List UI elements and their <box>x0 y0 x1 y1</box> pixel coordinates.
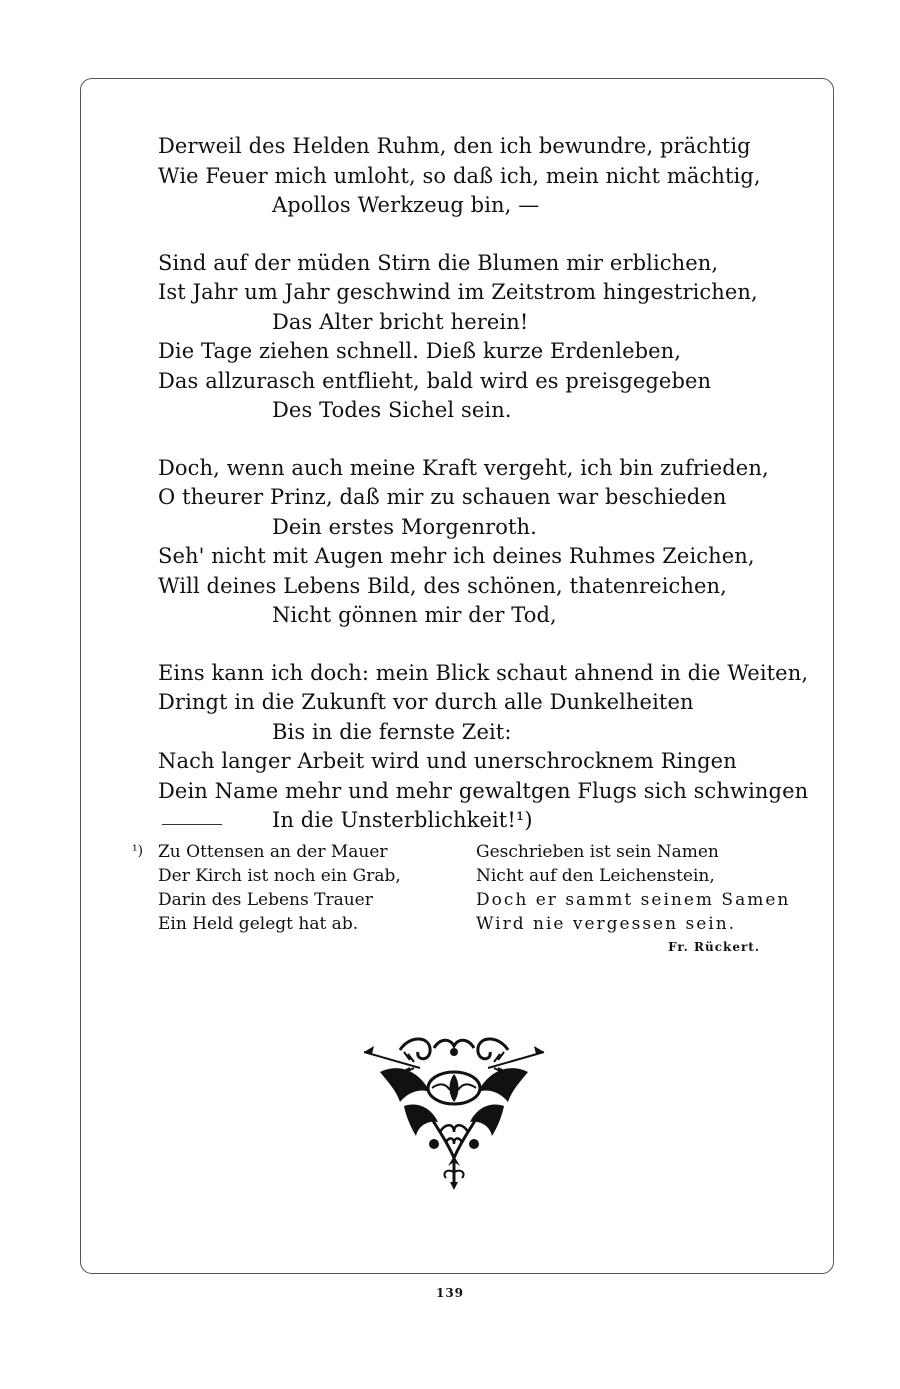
poem-line: Doch, wenn auch meine Kraft vergeht, ich bin zufrieden, <box>158 455 769 480</box>
poem <box>158 132 809 864</box>
poem-line: Des Todes Sichel sein. <box>272 398 512 422</box>
footnote-line: Doch er sammt seinem Samen <box>476 890 791 910</box>
poem-line: Sind auf der müden Stirn die Blumen mir erblichen, <box>158 250 719 275</box>
poem-line: O theurer Prinz, daß mir zu schauen war beschieden <box>158 485 727 509</box>
footnote-line: Ein Held gelegt hat ab. <box>158 914 359 934</box>
poem-line: Die Tage ziehen schnell. Dieß kurze Erdenleben, <box>158 339 682 363</box>
poem-line: Wie Feuer mich umloht, so daß ich, mein nicht mächtig, <box>158 163 761 188</box>
page-number: 139 <box>435 1286 465 1300</box>
footnote-divider <box>162 824 222 825</box>
footnote-line: Der Kirch ist noch ein Grab, <box>158 866 401 886</box>
poem-line: Das Alter bricht herein! <box>272 309 529 334</box>
footnote-line: Geschrieben ist sein Namen <box>476 842 719 862</box>
poem-line: In die Unsterblichkeit!¹) <box>272 808 533 832</box>
footnote-author: Fr. Rückert. <box>668 940 760 954</box>
poem-line: Nicht gönnen mir der Tod, <box>272 603 557 627</box>
footnote-marker: ¹) <box>132 843 144 859</box>
stanza <box>158 659 809 836</box>
poem-line: Will deines Lebens Bild, des schönen, thatenreichen, <box>158 573 727 598</box>
poem-line: Eins kann ich doch: mein Blick schaut ahnend in die Weiten, <box>158 660 809 685</box>
poem-line: Apollos Werkzeug bin, — <box>272 193 540 217</box>
poem-line: Seh' nicht mit Augen mehr ich deines Ruhmes Zeichen, <box>158 544 755 568</box>
stanza <box>158 454 798 631</box>
stanza <box>158 249 798 426</box>
poem-line: Dein Name mehr und mehr gewaltgen Flugs sich schwingen <box>158 778 809 803</box>
footnote-right-column <box>476 840 790 936</box>
footnote-line: Wird nie vergessen sein. <box>476 914 737 934</box>
poem-line: Dringt in die Zukunft vor durch alle Dunkelheiten <box>158 690 694 714</box>
poem-line: Derweil des Helden Ruhm, den ich bewundre, prächtig <box>158 134 751 158</box>
poem-line: Das allzurasch entflieht, bald wird es preisgegeben <box>158 368 712 393</box>
stanza <box>158 132 798 221</box>
poem-line: Nach langer Arbeit wird und unerschrocknem Ringen <box>158 749 737 773</box>
footnote-line: Nicht auf den Leichenstein, <box>476 866 715 886</box>
poem-line: Bis in die fernste Zeit: <box>272 719 512 744</box>
poem-line: Ist Jahr um Jahr geschwind im Zeitstrom hingestrichen, <box>158 280 758 304</box>
footnote-left-column <box>158 840 401 936</box>
footnote-line: Darin des Lebens Trauer <box>158 890 373 910</box>
poem-line: Dein erstes Morgenroth. <box>272 514 537 539</box>
footnote-line: Zu Ottensen an der Mauer <box>158 842 388 862</box>
floral-ornament-icon <box>360 1032 548 1190</box>
